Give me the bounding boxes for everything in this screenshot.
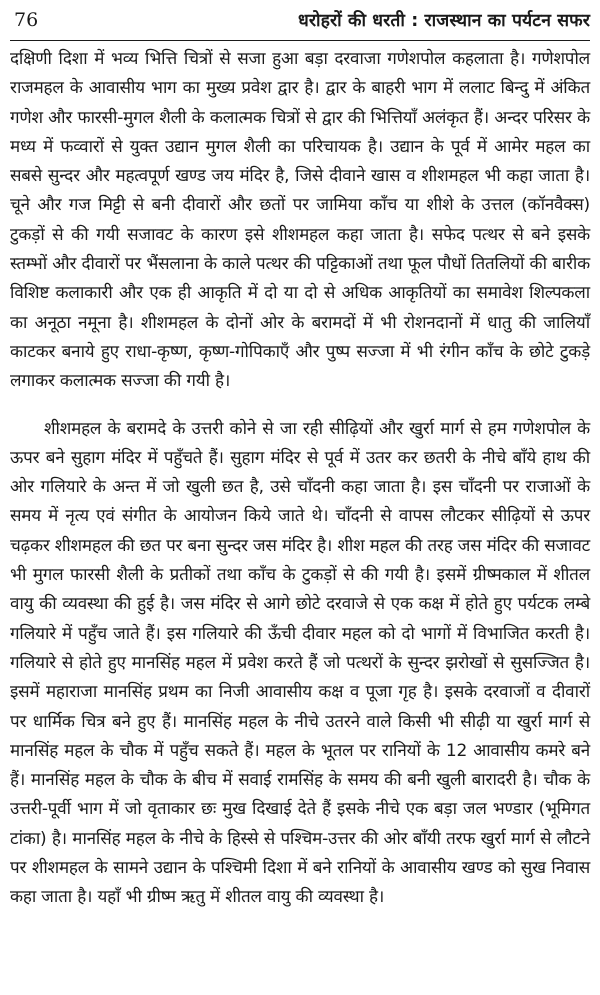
- book-title: धरोहरों की धरती : राजस्थान का पर्यटन सफर: [297, 11, 590, 31]
- paragraph-ganeshpol-sheeshmahal: दक्षिणी दिशा में भव्य भित्ति चित्रों से सजा हुआ बड़ा दरवाजा गणेशपोल कहलाता है। गणेशपोल राजमहल के आवासीय भाग का मुख्य प्रवेश द्वार है। द्वार के बाहरी भाग में ललाट बिन्दु में अंकित गणेश और फारसी-मुगल शैली के कलात्मक चित्रों से द्वार की भित्तियाँ अलंकृत हैं। अन्दर परिसर के मध्य में फव्वारों से युक्त उद्यान मुगल शैली का परिचायक है। उद्यान के पूर्व में आमेर महल का सबसे सुन्दर और महत्वपूर्ण खण्ड जय मंदिर है, जिसे दीवाने खास व शीशमहल भी कहा जाता है। चूने और गज मिट्टी से बनी दीवारों और छतों पर जामिया काँच या शीशे के उत्तल (कॉनवैक्स) टुकड़ों से की गयी सजावट के कारण इसे शीशमहल कहा जाता है। सफेद पत्थर से बने इसके स्तम्भों और दीवारों पर भैंसलाना के काले पत्थर की पट्टिकाओं तथा फूल पौधों तितलियों की बारीक विशिष्ट कलाकारी और एक ही आकृति में दो या दो से अधिक आकृतियों का समावेश शिल्पकला का अनूठा नमूना है। शीशमहल के दोनों ओर के बरामदों में भी रोशनदानों में धातु की जालियाँ काटकर बनाये हुए राधा-कृष्ण, कृष्ण-गोपिकाएँ और पुष्प सज्जा में भी रंगीन काँच के छोटे टुकड़े लगाकर कलात्मक सज्जा की गयी है।: [10, 49, 590, 392]
- body-text: [10, 45, 590, 913]
- page-number: 76: [14, 9, 39, 31]
- running-header: [10, 6, 590, 41]
- paragraph-suhag-mandir-mansingh-mahal: शीशमहल के बरामदे के उत्तरी कोने से जा रही सीढ़ियों और खुर्रा मार्ग से हम गणेशपोल के ऊपर बने सुहाग मंदिर में पहुँचते हैं। सुहाग मंदिर से पूर्व में उतर कर छतरी के नीचे बाँये हाथ की ओर गलियारे के अन्त में जो खुली छत है, उसे चाँदनी कहा जाता है। इस चाँदनी पर राजाओं के समय में नृत्य एवं संगीत के आयोजन किये जाते थे। चाँदनी से वापस लौटकर सीढ़ियों से ऊपर चढ़कर शीशमहल की छत पर बना सुन्दर जस मंदिर है। शीश महल की तरह जस मंदिर की सजावट भी मुगल फारसी शैली के प्रतीकों तथा काँच के टुकड़ों से की गयी है। इसमें ग्रीष्मकाल में शीतल वायु की व्यवस्था की हुई है। जस मंदिर से आगे छोटे दरवाजे से एक कक्ष में होते हुए पर्यटक लम्बे गलियारे में पहुँच जाते हैं। इस गलियारे की ऊँची दीवार महल को दो भागों में विभाजित करती है। गलियारे से होते हुए मानसिंह महल में प्रवेश करते हैं जो पत्थरों के सुन्दर झरोखों से सुसज्जित है। इसमें महाराजा मानसिंह प्रथम का निजी आवासीय कक्ष व पूजा गृह है। इसके दरवाजों व दीवारों पर धार्मिक चित्र बने हुए हैं। मानसिंह महल के नीचे उतरने वाले किसी भी सीढ़ी या खुर्रा मार्ग से मानसिंह महल के चौक में पहुँच सकते हैं। महल के भूतल पर रानियों के 12 आवासीय कमरे बने हैं। मानसिंह महल के चौक के बीच में सवाई रामसिंह के समय की बनी खुली बारादरी है। चौक के उत्तरी-पूर्वी भाग में जो वृताकार छः मुख दिखाई देते हैं इसके नीचे एक बड़ा जल भण्डार (भूमिगत टांका) है। मानसिंह महल के नीचे के हिस्से से पश्चिम-उत्तर की ओर बाँयी तरफ खुर्रा मार्ग से लौटने पर शीशमहल के सामने उद्यान के पश्चिमी दिशा में बने रानियों के आवासीय खण्ड को सुख निवास कहा जाता है। यहाँ भी ग्रीष्म ऋतु में शीतल वायु की व्यवस्था है।: [10, 418, 590, 908]
